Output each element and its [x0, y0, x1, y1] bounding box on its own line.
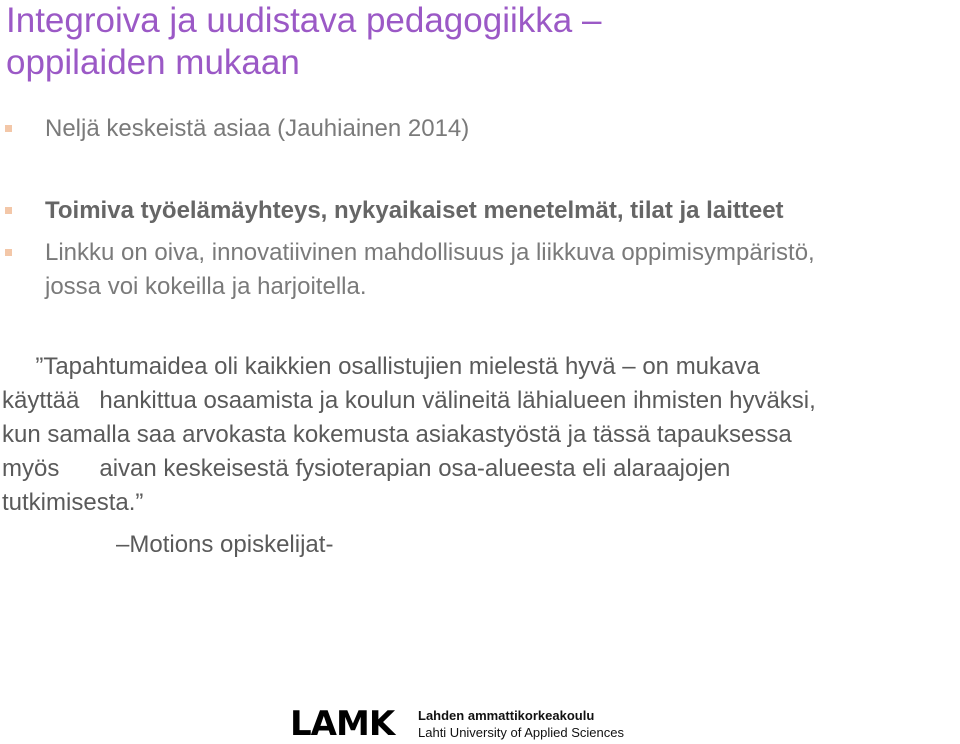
quote-line: kun samalla saa arvokasta kokemusta asiakastyöstä ja tässä tapauksessa [2, 421, 792, 448]
quote-block [2, 350, 960, 520]
quote-line: myös aivan keskeisestä fysioterapian osa-alueesta eli alaraajojen [2, 455, 731, 482]
lamk-name-finnish: Lahden ammattikorkeakoulu [418, 708, 595, 723]
square-bullet-icon [5, 207, 12, 214]
square-bullet-icon [5, 125, 12, 132]
quote-line: ”Tapahtumaidea oli kaikkien osallistujien mielestä hyvä – on mukava [2, 353, 760, 380]
quote-line: käyttää hankittua osaamista ja koulun välineitä lähialueen ihmisten hyväksi, [2, 387, 816, 414]
slide-title [6, 0, 906, 84]
quote-attribution: –Motions opiskelijat- [116, 531, 334, 558]
slide-title-line1: Integroiva ja uudistava pedagogiikka – [6, 1, 602, 40]
square-bullet-icon [5, 249, 12, 256]
lamk-logo-mark: LAMK [290, 704, 395, 744]
bullet-text-line2: jossa voi kokeilla ja harjoitella. [45, 273, 367, 300]
lamk-logo [290, 704, 690, 744]
bullet-text-line1: Linkku on oiva, innovatiivinen mahdollisuus ja liikkuva oppimisympäristö, [45, 239, 815, 266]
quote-line: tutkimisesta.” [2, 489, 144, 516]
slide-title-line2: oppilaiden mukaan [6, 43, 300, 82]
bullet-text: Neljä keskeistä asiaa (Jauhiainen 2014) [45, 115, 470, 142]
bullet-text: Toimiva työelämäyhteys, nykyaikaiset menetelmät, tilat ja laitteet [45, 197, 784, 224]
lamk-name-english: Lahti University of Applied Sciences [418, 725, 624, 740]
